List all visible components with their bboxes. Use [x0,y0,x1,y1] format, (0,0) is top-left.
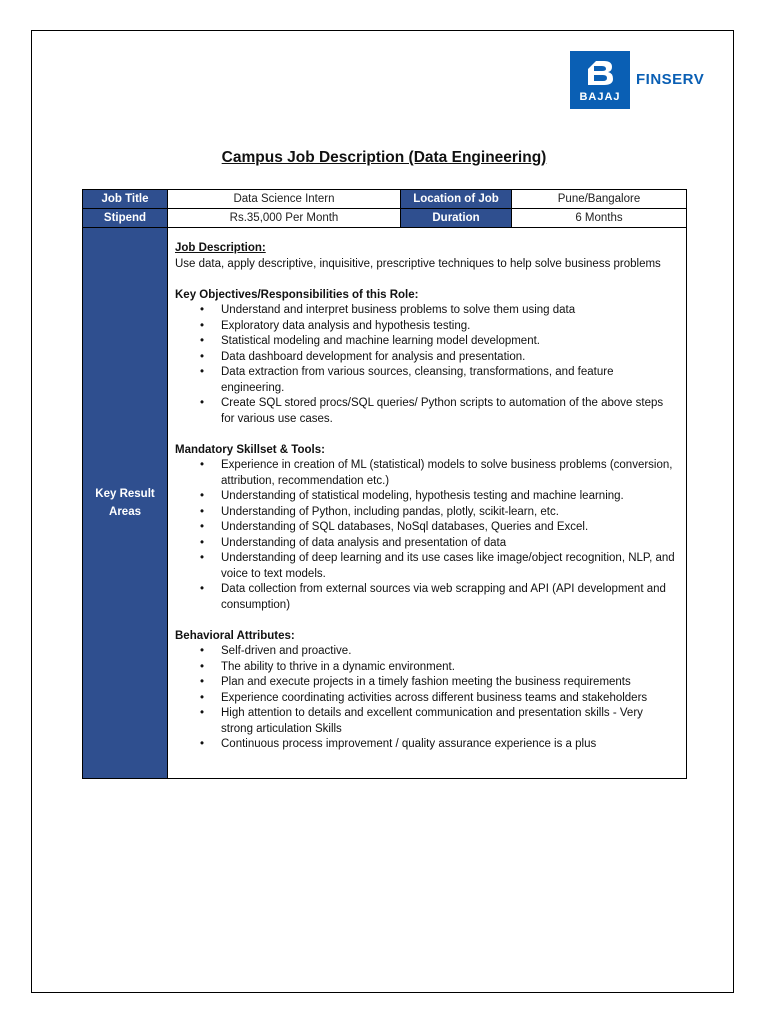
list-item: • Data collection from external sources via web scrapping and API (API development and consumption) [175,582,678,613]
kra-label-line2: Areas [109,505,141,518]
objectives-heading: Key Objectives/Responsibilities of this Role: [175,288,419,301]
document-title: Campus Job Description (Data Engineering) [221,149,547,166]
job-description-heading: Job Description: [175,242,266,254]
list-item: • Continuous process improvement / quality assurance experience is a plus [175,737,678,753]
table-row [83,209,687,228]
stipend-value: Rs.35,000 Per Month [168,209,401,228]
list-item: • The ability to thrive in a dynamic environment. [175,660,678,676]
table-row [83,190,687,209]
list-item: • High attention to details and excellent communication and presentation skills - Very strong articulation Skills [175,706,678,737]
skills-heading: Mandatory Skillset & Tools: [175,443,325,456]
list-item: • Experience in creation of ML (statistical) models to solve business problems (conversion, attribution, recommendation etc.) [175,458,678,489]
list-item: • Create SQL stored procs/SQL queries/ Python scripts to automation of the above steps for various use cases. [175,396,678,427]
list-item: • Data dashboard development for analysis and presentation. [175,350,678,366]
duration-label: Duration [401,209,512,228]
behavior-heading: Behavioral Attributes: [175,629,295,642]
logo-name: FINSERV [636,71,705,88]
key-result-areas-content [168,228,687,779]
duration-value: 6 Months [512,209,687,228]
objectives-list [175,303,678,427]
location-label: Location of Job [401,190,512,209]
list-item: • Self-driven and proactive. [175,644,678,660]
job-title-label: Job Title [83,190,168,209]
logo-badge [570,51,630,109]
kra-label-line1: Key Result [95,487,155,500]
list-item: • Understanding of statistical modeling, hypothesis testing and machine learning. [175,489,678,505]
list-item: • Understanding of deep learning and its use cases like image/object recognition, NLP, and voice to text models. [175,551,678,582]
list-item: • Understanding of data analysis and presentation of data [175,536,678,552]
job-description-table [82,189,687,779]
list-item: • Understanding of Python, including pandas, plotly, scikit-learn, etc. [175,505,678,521]
list-item: • Understand and interpret business problems to solve them using data [175,303,678,319]
job-description-text: Use data, apply descriptive, inquisitive, prescriptive techniques to help solve business problems [175,257,661,270]
bajaj-finserv-logo [570,51,712,111]
list-item: • Experience coordinating activities across different business teams and stakeholders [175,691,678,707]
table-row [83,228,687,779]
job-title-value: Data Science Intern [168,190,401,209]
bajaj-b-icon [584,57,616,89]
behavior-list [175,644,678,753]
stipend-label: Stipend [83,209,168,228]
key-result-areas-label [83,228,168,779]
location-value: Pune/Bangalore [512,190,687,209]
list-item: • Data extraction from various sources, cleansing, transformations, and feature engineering. [175,365,678,396]
list-item: • Statistical modeling and machine learning model development. [175,334,678,350]
logo-subname: BAJAJ [579,91,621,103]
list-item: • Exploratory data analysis and hypothesis testing. [175,319,678,335]
skills-list [175,458,678,613]
list-item: • Understanding of SQL databases, NoSql databases, Queries and Excel. [175,520,678,536]
list-item: • Plan and execute projects in a timely fashion meeting the business requirements [175,675,678,691]
